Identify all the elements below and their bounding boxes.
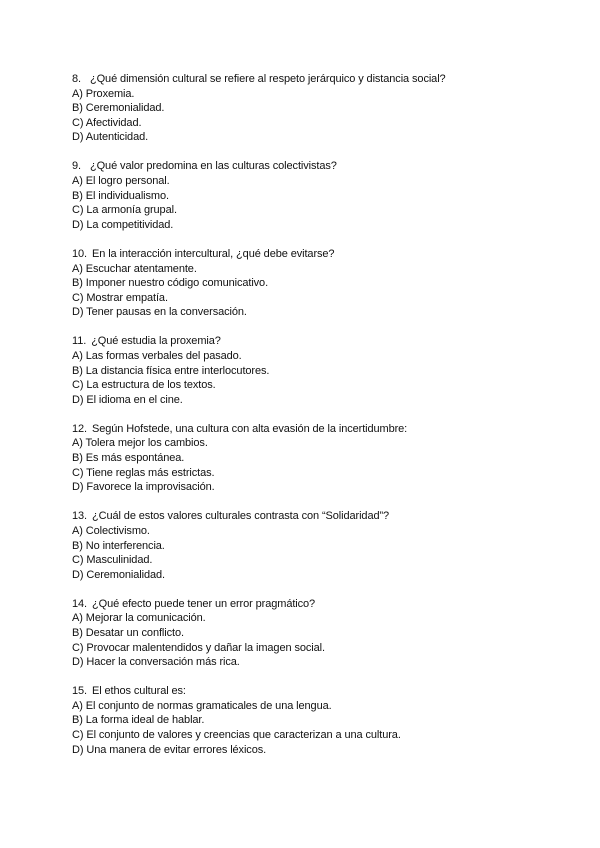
option-d: D) El idioma en el cine. xyxy=(72,393,183,406)
question-text xyxy=(72,247,552,262)
option-c: C) La estructura de los textos. xyxy=(72,379,216,392)
question-number: 12. xyxy=(72,422,87,435)
question-number: 13. xyxy=(72,510,87,523)
question-number: 15. xyxy=(72,685,87,698)
question-prompt: En la interacción intercultural, ¿qué debe evitarse? xyxy=(92,247,335,260)
question-number: 9. xyxy=(72,160,81,173)
question-text xyxy=(72,509,552,524)
option-d: D) Ceremonialidad. xyxy=(72,568,165,581)
option-d: D) La competitividad. xyxy=(72,218,174,231)
question-9 xyxy=(72,159,552,232)
option-b: B) El individualismo. xyxy=(72,189,169,202)
option-a: A) Escuchar atentamente. xyxy=(72,262,197,275)
option-c: C) Afectividad. xyxy=(72,116,142,129)
question-text xyxy=(72,72,552,87)
option-c: C) Mostrar empatía. xyxy=(72,291,168,304)
question-prompt: ¿Qué efecto puede tener un error pragmático? xyxy=(92,597,316,610)
question-11 xyxy=(72,334,552,407)
option-d: D) Tener pausas en la conversación. xyxy=(72,306,247,319)
question-prompt: El ethos cultural es: xyxy=(92,685,186,698)
question-number: 10. xyxy=(72,247,87,260)
question-10 xyxy=(72,247,552,320)
option-c: C) Masculinidad. xyxy=(72,554,153,567)
question-12 xyxy=(72,422,552,495)
question-prompt: Según Hofstede, una cultura con alta evasión de la incertidumbre: xyxy=(92,422,408,435)
option-a: A) Mejorar la comunicación. xyxy=(72,612,206,625)
option-a: A) Las formas verbales del pasado. xyxy=(72,350,242,362)
question-14 xyxy=(72,597,552,670)
option-d: D) Hacer la conversación más rica. xyxy=(72,656,240,669)
option-b: B) Imponer nuestro código comunicativo. xyxy=(72,277,269,290)
option-b: B) No interferencia. xyxy=(72,539,165,552)
option-b: B) Desatar un conflicto. xyxy=(72,627,184,639)
question-text xyxy=(72,422,552,437)
question-prompt: ¿Cuál de estos valores culturales contrasta con “Solidaridad”? xyxy=(92,510,390,523)
option-b: B) La forma ideal de hablar. xyxy=(72,714,205,727)
question-number: 14. xyxy=(72,597,87,610)
option-a: A) Tolera mejor los cambios. xyxy=(72,437,208,450)
option-a: A) Proxemia. xyxy=(72,87,135,100)
option-a: A) El conjunto de normas gramaticales de una lengua. xyxy=(72,699,332,712)
option-d: D) Favorece la improvisación. xyxy=(72,481,215,494)
question-number: 8. xyxy=(72,73,81,85)
option-a: A) El logro personal. xyxy=(72,175,170,188)
question-text xyxy=(72,597,552,612)
option-b: B) La distancia física entre interlocutores. xyxy=(72,364,270,377)
question-text xyxy=(72,334,552,349)
question-15 xyxy=(72,684,552,757)
question-text xyxy=(72,159,552,174)
option-b: B) Es más espontánea. xyxy=(72,452,185,465)
question-prompt: ¿Qué valor predomina en las culturas colectivistas? xyxy=(89,160,337,173)
question-prompt: ¿Qué estudia la proxemia? xyxy=(91,335,221,348)
option-d: D) Una manera de evitar errores léxicos. xyxy=(72,743,267,756)
option-c: C) La armonía grupal. xyxy=(72,204,177,217)
question-prompt: ¿Qué dimensión cultural se refiere al respeto jerárquico y distancia social? xyxy=(89,73,446,85)
option-d: D) Autenticidad. xyxy=(72,131,149,144)
option-c: C) Provocar malentendidos y dañar la imagen social. xyxy=(72,641,325,654)
question-text xyxy=(72,684,552,699)
question-number: 11. xyxy=(72,335,87,348)
option-c: C) El conjunto de valores y creencias que caracterizan a una cultura. xyxy=(72,729,401,742)
option-c: C) Tiene reglas más estrictas. xyxy=(72,466,215,479)
option-b: B) Ceremonialidad. xyxy=(72,102,165,115)
document-page xyxy=(72,72,552,772)
option-a: A) Colectivismo. xyxy=(72,524,150,537)
question-13 xyxy=(72,509,552,582)
question-8 xyxy=(72,72,552,145)
